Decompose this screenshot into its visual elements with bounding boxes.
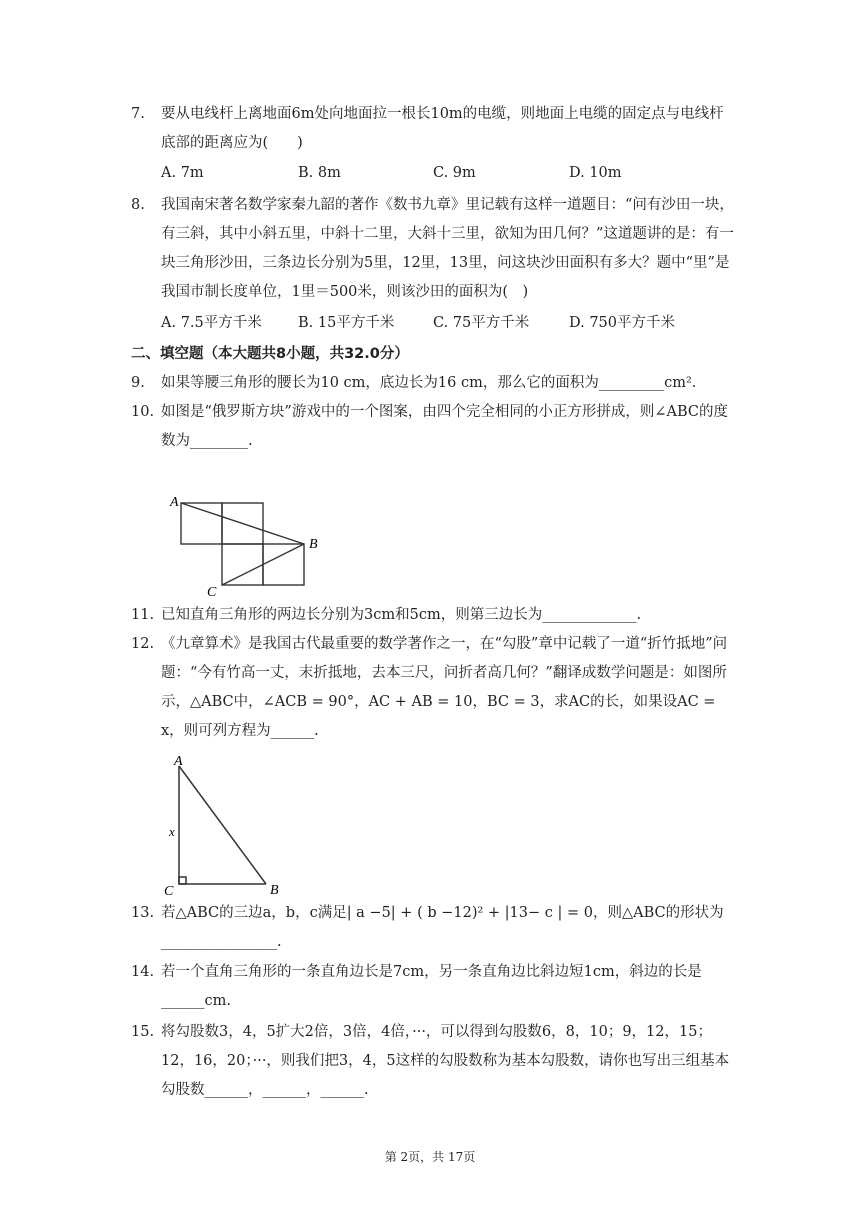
question-11 bbox=[131, 601, 737, 630]
question-text: 要从电线杆上离地面6m处向地面拉一根长10m的电缆，则地面上电缆的固定点与电线杆底部的距离应为( ) bbox=[161, 106, 724, 151]
option-c: C. 75平方千米 bbox=[433, 315, 530, 331]
question-9 bbox=[131, 369, 737, 398]
question-7 bbox=[131, 100, 737, 158]
question-text: 若△ABC的三边a，b，c满足| a −5| + ( b −12)² + |13− c | = 0，则△ABC的形状为________________. bbox=[161, 905, 724, 950]
question-number: 12. bbox=[131, 636, 155, 652]
question-14 bbox=[131, 958, 737, 1016]
question-text: 已知直角三角形的两边长分别为3cm和5cm，则第三边长为_____________. bbox=[161, 607, 642, 623]
question-number: 13. bbox=[131, 905, 155, 921]
question-text: 如果等腰三角形的腰长为10 cm，底边长为16 cm，那么它的面积为_________cm². bbox=[161, 375, 697, 391]
side-label-x: x bbox=[169, 824, 175, 839]
triangle-figure bbox=[160, 750, 290, 898]
question-text: 若一个直角三角形的一条直角边长是7cm，另一条直角边比斜边短1cm，斜边的长是______cm. bbox=[161, 964, 702, 1009]
point-label-b: B bbox=[270, 883, 279, 898]
segment-ab bbox=[181, 503, 304, 544]
question-number: 10. bbox=[131, 404, 155, 420]
small-square bbox=[263, 544, 304, 585]
question-12 bbox=[131, 630, 737, 746]
option-b: B. 8m bbox=[298, 165, 341, 181]
point-label-a: A bbox=[174, 754, 183, 769]
question-number: 7. bbox=[131, 106, 145, 122]
point-label-b: B bbox=[309, 537, 318, 552]
section-heading: 二、填空题（本大题共8小题，共32.0分） bbox=[131, 346, 409, 362]
option-d: D. 10m bbox=[569, 165, 622, 181]
question-text: 《九章算术》是我国古代最重要的数学著作之一，在“勾股”章中记载了一道“折竹抵地”问题：“今有竹高一丈，末折抵地，去本三尺，问折者高几何？”翻译成数学问题是：如图所示，△ABC中，∠ACB = 90°，AC + AB = 10，BC = 3，求AC的长，如果设AC = x，则可列方程为______. bbox=[161, 636, 728, 739]
point-label-a: A bbox=[170, 495, 179, 510]
question-10 bbox=[131, 398, 737, 456]
option-a: A. 7m bbox=[161, 165, 204, 181]
point-label-c: C bbox=[207, 585, 217, 600]
question-number: 11. bbox=[131, 607, 155, 623]
tetris-figure bbox=[164, 490, 334, 600]
question-text: 如图是“俄罗斯方块”游戏中的一个图案，由四个完全相同的小正方形拼成，则∠ABC的度数为________. bbox=[161, 404, 728, 449]
question-number: 9. bbox=[131, 375, 145, 391]
page-footer: 第 2页，共 17页 bbox=[384, 1150, 476, 1164]
option-a: A. 7.5平方千米 bbox=[161, 315, 262, 331]
option-c: C. 9m bbox=[433, 165, 476, 181]
question-text: 我国南宋著名数学家秦九韶的著作《数书九章》里记载有这样一道题目：“问有沙田一块，有三斜，其中小斜五里，中斜十二里，大斜十三里，欲知为田几何？”这道题讲的是：有一块三角形沙田，三条边长分别为5里，12里，13里，问这块沙田面积有多大？题中“里”是我国市制长度单位，1里＝500米，则该沙田的面积为( ) bbox=[161, 197, 734, 300]
side-ab bbox=[179, 766, 266, 884]
option-b: B. 15平方千米 bbox=[298, 315, 395, 331]
question-8 bbox=[131, 191, 737, 307]
question-15 bbox=[131, 1018, 737, 1105]
question-number: 15. bbox=[131, 1024, 155, 1040]
option-d: D. 750平方千米 bbox=[569, 315, 676, 331]
question-13 bbox=[131, 899, 737, 957]
small-square bbox=[222, 544, 263, 585]
point-label-c: C bbox=[164, 884, 174, 898]
question-text: 将勾股数3，4，5扩大2倍，3倍，4倍，···，可以得到勾股数6，8，10；9，12，15；12，16，20；···，则我们把3，4，5这样的勾股数称为基本勾股数，请你也写出三组基本勾股数______，______，______. bbox=[161, 1024, 730, 1098]
right-angle-mark bbox=[179, 877, 186, 884]
question-number: 8. bbox=[131, 197, 145, 213]
question-number: 14. bbox=[131, 964, 155, 980]
